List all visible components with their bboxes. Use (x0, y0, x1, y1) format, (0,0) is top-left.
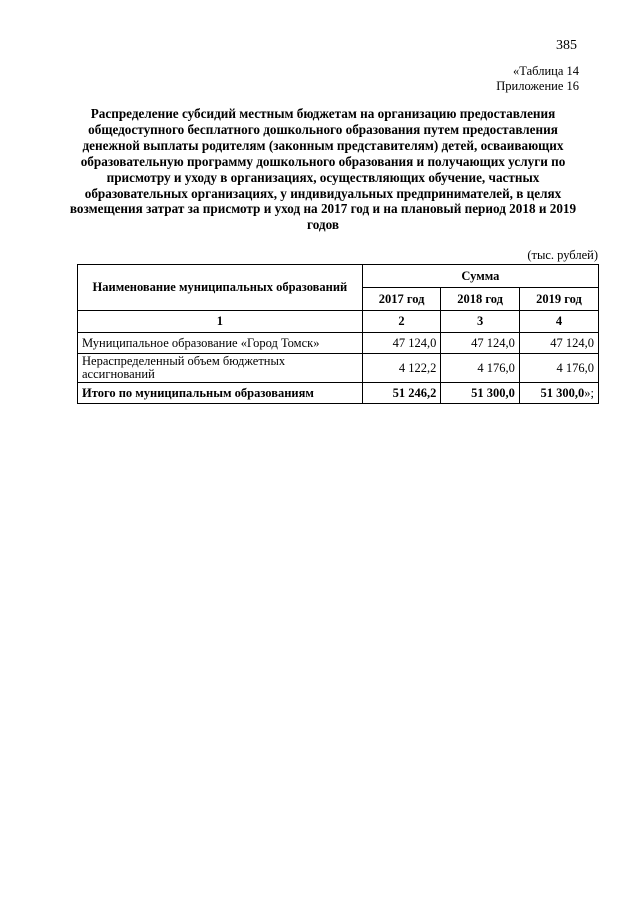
closing-quote: »; (584, 385, 594, 400)
table-row (78, 333, 599, 354)
table-number: «Таблица 14 (513, 64, 579, 78)
row-name: Нераспределенный объем бюджетных ассигнований (78, 354, 363, 383)
row-value: 47 124,0 (362, 333, 441, 354)
row-value: 47 124,0 (441, 333, 520, 354)
table-total-row (78, 383, 599, 404)
table-row (78, 354, 599, 383)
index-cell: 1 (78, 311, 363, 333)
units-note: (тыс. рублей) (527, 248, 598, 262)
subsidy-table (77, 264, 599, 404)
index-cell: 2 (362, 311, 441, 333)
table-header-row (78, 265, 599, 288)
total-value: 51 246,2 (362, 383, 441, 404)
total-name: Итого по муниципальным образованиям (78, 383, 363, 404)
header-year-2018: 2018 год (441, 288, 520, 311)
row-value: 47 124,0 (519, 333, 598, 354)
row-value: 4 176,0 (519, 354, 598, 383)
row-value: 4 176,0 (441, 354, 520, 383)
total-value: 51 300,0 (441, 383, 520, 404)
document-title: Распределение субсидий местным бюджетам на организацию предоставления общедоступного бесплатного дошкольного образования путем предоставления денежной выплаты родителям (законным представителям) детей, осваивающих образовательную программу дошкольного образования и получающих услуги по присмотру и уходу в организациях, осуществляющих обучение, частных образовательных организациях, у индивидуальных предпринимателей, в целях возмещения затрат за присмотр и уход на 2017 год и на плановый период 2018 и 2019 годов (69, 106, 577, 233)
page-number: 385 (556, 38, 577, 53)
row-name: Муниципальное образование «Город Томск» (78, 333, 363, 354)
table-index-row (78, 311, 599, 333)
header-year-2019: 2019 год (519, 288, 598, 311)
index-cell: 4 (519, 311, 598, 333)
header-year-2017: 2017 год (362, 288, 441, 311)
header-sum: Сумма (362, 265, 598, 288)
header-municipality: Наименование муниципальных образований (78, 265, 363, 311)
attachment-label (496, 64, 579, 94)
row-value: 4 122,2 (362, 354, 441, 383)
total-value-last (519, 383, 598, 404)
total-value: 51 300,0 (540, 385, 585, 400)
index-cell: 3 (441, 311, 520, 333)
appendix-number: Приложение 16 (496, 79, 579, 93)
